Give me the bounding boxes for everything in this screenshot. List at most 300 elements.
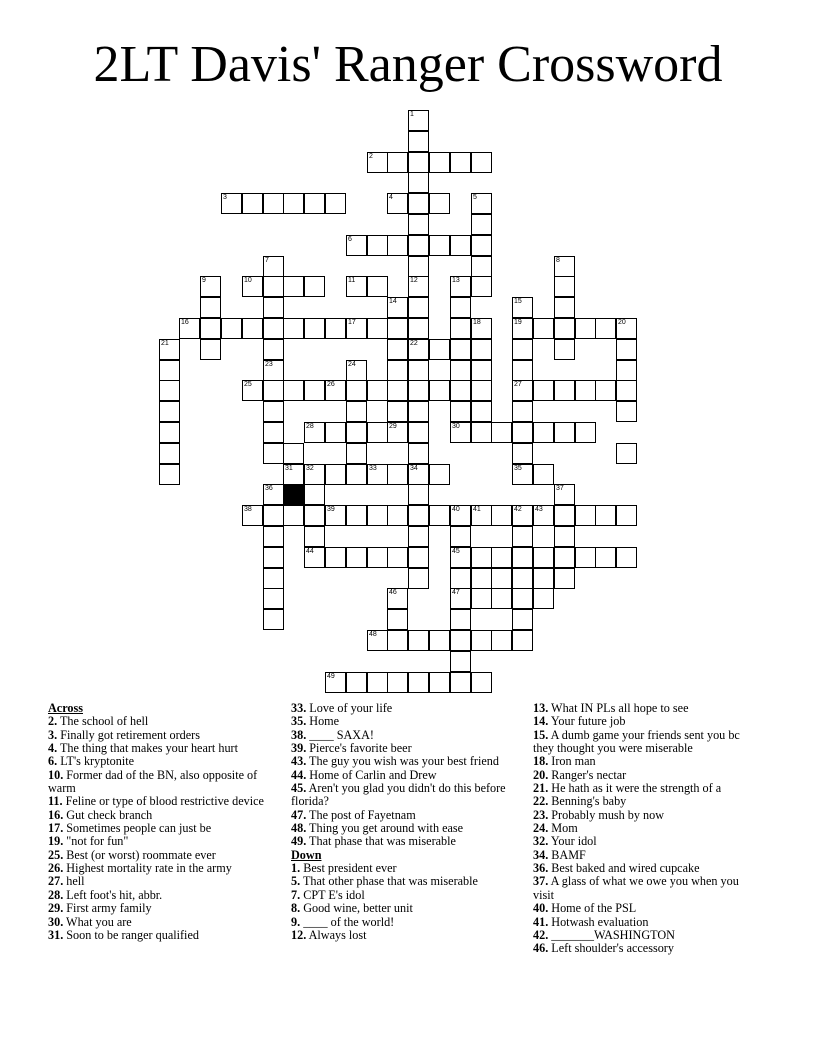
grid-cell[interactable] bbox=[450, 401, 471, 422]
grid-cell[interactable] bbox=[533, 568, 554, 589]
grid-cell[interactable] bbox=[263, 256, 284, 277]
grid-cell[interactable] bbox=[387, 609, 408, 630]
grid-cell[interactable] bbox=[491, 505, 512, 526]
grid-cell[interactable] bbox=[471, 630, 492, 651]
grid-cell[interactable] bbox=[471, 276, 492, 297]
clue-text: CPT E's idol bbox=[300, 887, 365, 902]
grid-cell[interactable] bbox=[471, 422, 492, 443]
grid-cell[interactable] bbox=[367, 380, 388, 401]
grid-cell[interactable] bbox=[512, 526, 533, 547]
grid-cell[interactable] bbox=[159, 401, 180, 422]
grid-cell[interactable] bbox=[512, 609, 533, 630]
clue-number: 25 bbox=[244, 381, 252, 388]
grid-cell[interactable] bbox=[429, 193, 450, 214]
grid-cell[interactable] bbox=[408, 131, 429, 152]
grid-cell[interactable] bbox=[325, 193, 346, 214]
grid-cell[interactable] bbox=[408, 422, 429, 443]
grid-cell[interactable] bbox=[429, 380, 450, 401]
grid-cell[interactable] bbox=[408, 464, 429, 485]
grid-cell[interactable] bbox=[408, 339, 429, 360]
grid-cell[interactable] bbox=[471, 672, 492, 693]
grid-cell[interactable] bbox=[408, 214, 429, 235]
grid-cell[interactable] bbox=[304, 505, 325, 526]
grid-cell[interactable] bbox=[533, 464, 554, 485]
grid-cell[interactable] bbox=[554, 422, 575, 443]
grid-cell[interactable] bbox=[346, 318, 367, 339]
grid-cell[interactable] bbox=[471, 401, 492, 422]
grid-cell[interactable] bbox=[554, 318, 575, 339]
grid-cell[interactable] bbox=[616, 443, 637, 464]
grid-cell[interactable] bbox=[263, 422, 284, 443]
grid-cell[interactable] bbox=[450, 630, 471, 651]
clue-number: 32 bbox=[306, 465, 314, 472]
grid-cell[interactable] bbox=[325, 380, 346, 401]
grid-cell[interactable] bbox=[304, 318, 325, 339]
grid-cell[interactable] bbox=[450, 422, 471, 443]
grid-cell[interactable] bbox=[387, 380, 408, 401]
grid-cell[interactable] bbox=[408, 526, 429, 547]
grid-cell[interactable] bbox=[221, 318, 242, 339]
grid-cell[interactable] bbox=[304, 276, 325, 297]
grid-cell[interactable] bbox=[304, 464, 325, 485]
grid-cell[interactable] bbox=[429, 152, 450, 173]
grid-cell[interactable] bbox=[512, 505, 533, 526]
grid-cell[interactable] bbox=[263, 609, 284, 630]
grid-cell[interactable] bbox=[387, 152, 408, 173]
grid-cell[interactable] bbox=[304, 193, 325, 214]
across-clue bbox=[48, 755, 270, 768]
grid-cell[interactable] bbox=[346, 464, 367, 485]
clue-num: 20. bbox=[533, 767, 549, 782]
grid-cell[interactable] bbox=[221, 193, 242, 214]
grid-cell[interactable] bbox=[471, 256, 492, 277]
grid-cell[interactable] bbox=[471, 214, 492, 235]
grid-cell[interactable] bbox=[242, 380, 263, 401]
clue-num: 30. bbox=[48, 914, 64, 929]
grid-cell[interactable] bbox=[595, 547, 616, 568]
grid-cell[interactable] bbox=[408, 401, 429, 422]
clue-num: 36. bbox=[533, 861, 549, 876]
grid-cell[interactable] bbox=[242, 193, 263, 214]
down-clue bbox=[533, 835, 758, 848]
grid-cell[interactable] bbox=[471, 588, 492, 609]
grid-cell[interactable] bbox=[554, 380, 575, 401]
grid-cell[interactable] bbox=[616, 339, 637, 360]
grid-cell[interactable] bbox=[367, 464, 388, 485]
grid-cell[interactable] bbox=[471, 380, 492, 401]
grid-cell[interactable] bbox=[575, 547, 596, 568]
grid-cell[interactable] bbox=[450, 360, 471, 381]
grid-cell[interactable] bbox=[200, 339, 221, 360]
grid-cell[interactable] bbox=[575, 505, 596, 526]
grid-cell[interactable] bbox=[450, 339, 471, 360]
across-clue bbox=[291, 702, 513, 715]
clue-num: 14. bbox=[533, 714, 549, 729]
grid-cell[interactable] bbox=[263, 526, 284, 547]
grid-cell[interactable] bbox=[387, 547, 408, 568]
grid-cell[interactable] bbox=[408, 568, 429, 589]
grid-cell[interactable] bbox=[263, 297, 284, 318]
grid-cell[interactable] bbox=[429, 505, 450, 526]
grid-cell[interactable] bbox=[283, 276, 304, 297]
grid-cell[interactable] bbox=[408, 672, 429, 693]
grid-cell[interactable] bbox=[387, 360, 408, 381]
grid-cell bbox=[283, 484, 304, 505]
grid-cell[interactable] bbox=[450, 380, 471, 401]
grid-cell[interactable] bbox=[367, 276, 388, 297]
grid-cell[interactable] bbox=[450, 672, 471, 693]
grid-cell[interactable] bbox=[346, 401, 367, 422]
grid-cell[interactable] bbox=[554, 484, 575, 505]
grid-cell[interactable] bbox=[159, 443, 180, 464]
grid-cell[interactable] bbox=[367, 547, 388, 568]
grid-cell[interactable] bbox=[450, 568, 471, 589]
grid-cell[interactable] bbox=[387, 630, 408, 651]
grid-cell[interactable] bbox=[408, 110, 429, 131]
grid-cell[interactable] bbox=[429, 339, 450, 360]
grid-cell[interactable] bbox=[554, 276, 575, 297]
grid-cell[interactable] bbox=[263, 339, 284, 360]
grid-cell[interactable] bbox=[491, 422, 512, 443]
grid-cell[interactable] bbox=[325, 547, 346, 568]
clue-num: 3. bbox=[48, 727, 58, 742]
grid-cell[interactable] bbox=[533, 505, 554, 526]
clue-num: 40. bbox=[533, 901, 549, 916]
grid-cell[interactable] bbox=[408, 360, 429, 381]
clue-num: 32. bbox=[533, 834, 549, 849]
grid-cell[interactable] bbox=[512, 588, 533, 609]
grid-cell[interactable] bbox=[554, 505, 575, 526]
clue-text: Left shoulder's accessory bbox=[548, 941, 674, 956]
grid-cell[interactable] bbox=[242, 318, 263, 339]
grid-cell[interactable] bbox=[512, 380, 533, 401]
clue-number: 8 bbox=[556, 257, 560, 264]
grid-cell[interactable] bbox=[616, 401, 637, 422]
grid-cell[interactable] bbox=[346, 380, 367, 401]
grid-cell[interactable] bbox=[554, 339, 575, 360]
grid-cell[interactable] bbox=[554, 297, 575, 318]
clue-text: The guy you wish was your best friend bbox=[306, 754, 499, 769]
grid-cell[interactable] bbox=[346, 547, 367, 568]
grid-cell[interactable] bbox=[387, 588, 408, 609]
grid-cell[interactable] bbox=[387, 505, 408, 526]
grid-cell[interactable] bbox=[512, 547, 533, 568]
grid-cell[interactable] bbox=[408, 505, 429, 526]
grid-cell[interactable] bbox=[367, 152, 388, 173]
grid-cell[interactable] bbox=[408, 443, 429, 464]
grid-cell[interactable] bbox=[408, 547, 429, 568]
grid-cell[interactable] bbox=[471, 152, 492, 173]
grid-cell[interactable] bbox=[159, 380, 180, 401]
grid-cell[interactable] bbox=[450, 297, 471, 318]
grid-cell[interactable] bbox=[200, 276, 221, 297]
grid-cell[interactable] bbox=[575, 318, 596, 339]
grid-cell[interactable] bbox=[512, 339, 533, 360]
grid-cell[interactable] bbox=[346, 360, 367, 381]
clue-num: 43. bbox=[291, 754, 307, 769]
grid-cell[interactable] bbox=[325, 505, 346, 526]
grid-cell[interactable] bbox=[408, 380, 429, 401]
grid-cell[interactable] bbox=[304, 547, 325, 568]
grid-cell[interactable] bbox=[387, 339, 408, 360]
clue-num: 21. bbox=[533, 781, 549, 796]
clue-text: Ranger's nectar bbox=[548, 767, 627, 782]
clue-text: Your future job bbox=[548, 714, 626, 729]
grid-cell[interactable] bbox=[554, 547, 575, 568]
grid-cell[interactable] bbox=[408, 297, 429, 318]
grid-cell[interactable] bbox=[387, 297, 408, 318]
grid-cell[interactable] bbox=[367, 672, 388, 693]
clue-number: 7 bbox=[265, 257, 269, 264]
grid-cell[interactable] bbox=[554, 526, 575, 547]
grid-cell[interactable] bbox=[367, 422, 388, 443]
grid-cell[interactable] bbox=[367, 235, 388, 256]
clue-num: 23. bbox=[533, 807, 549, 822]
grid-cell[interactable] bbox=[387, 235, 408, 256]
grid-cell[interactable] bbox=[575, 380, 596, 401]
grid-cell[interactable] bbox=[387, 464, 408, 485]
clue-text: BAMF bbox=[548, 847, 586, 862]
down-clue bbox=[533, 902, 758, 915]
grid-cell[interactable] bbox=[408, 172, 429, 193]
grid-cell[interactable] bbox=[346, 505, 367, 526]
grid-cell[interactable] bbox=[387, 318, 408, 339]
grid-cell[interactable] bbox=[429, 672, 450, 693]
grid-cell[interactable] bbox=[346, 235, 367, 256]
across-clue bbox=[48, 795, 270, 808]
grid-cell[interactable] bbox=[263, 318, 284, 339]
grid-cell[interactable] bbox=[263, 380, 284, 401]
clue-num: 49. bbox=[291, 834, 307, 849]
grid-cell[interactable] bbox=[346, 672, 367, 693]
grid-cell[interactable] bbox=[408, 235, 429, 256]
clue-text: That phase that was miserable bbox=[306, 834, 456, 849]
down-clue bbox=[533, 769, 758, 782]
clue-number: 42 bbox=[514, 506, 522, 513]
clue-number: 11 bbox=[348, 277, 356, 284]
clue-text: _______WASHINGTON bbox=[548, 927, 675, 942]
grid-cell[interactable] bbox=[595, 380, 616, 401]
grid-cell[interactable] bbox=[408, 193, 429, 214]
grid-cell[interactable] bbox=[263, 568, 284, 589]
grid-cell[interactable] bbox=[304, 526, 325, 547]
grid-cell[interactable] bbox=[450, 588, 471, 609]
grid-cell[interactable] bbox=[616, 318, 637, 339]
grid-cell[interactable] bbox=[263, 547, 284, 568]
grid-cell[interactable] bbox=[595, 318, 616, 339]
clue-text: A glass of what we owe you when you visit bbox=[533, 874, 739, 902]
down-clue bbox=[533, 729, 758, 756]
grid-cell[interactable] bbox=[471, 568, 492, 589]
grid-cell[interactable] bbox=[512, 318, 533, 339]
grid-cell[interactable] bbox=[283, 193, 304, 214]
clue-number: 1 bbox=[410, 111, 414, 118]
grid-cell[interactable] bbox=[200, 318, 221, 339]
clue-num: 35. bbox=[291, 714, 307, 729]
grid-cell[interactable] bbox=[263, 193, 284, 214]
down-clue bbox=[291, 902, 513, 915]
grid-cell[interactable] bbox=[471, 235, 492, 256]
grid-cell[interactable] bbox=[283, 318, 304, 339]
clue-text: Pierce's favorite beer bbox=[306, 741, 412, 756]
grid-cell[interactable] bbox=[325, 422, 346, 443]
clue-number: 14 bbox=[389, 298, 397, 305]
grid-cell[interactable] bbox=[263, 401, 284, 422]
grid-cell[interactable] bbox=[450, 651, 471, 672]
grid-cell[interactable] bbox=[450, 526, 471, 547]
grid-cell[interactable] bbox=[325, 672, 346, 693]
grid-cell[interactable] bbox=[575, 422, 596, 443]
grid-cell[interactable] bbox=[387, 401, 408, 422]
grid-cell[interactable] bbox=[159, 360, 180, 381]
clue-num: 41. bbox=[533, 914, 549, 929]
grid-cell[interactable] bbox=[159, 422, 180, 443]
grid-cell[interactable] bbox=[367, 630, 388, 651]
grid-cell[interactable] bbox=[325, 464, 346, 485]
clue-text: Iron man bbox=[548, 754, 596, 769]
clue-text: Probably mush by now bbox=[548, 807, 665, 822]
grid-cell[interactable] bbox=[471, 505, 492, 526]
grid-cell[interactable] bbox=[179, 318, 200, 339]
across-clue bbox=[48, 916, 270, 929]
grid-cell[interactable] bbox=[533, 547, 554, 568]
grid-cell[interactable] bbox=[263, 443, 284, 464]
grid-cell[interactable] bbox=[429, 630, 450, 651]
across-clue bbox=[48, 835, 270, 848]
grid-cell[interactable] bbox=[429, 464, 450, 485]
grid-cell[interactable] bbox=[408, 276, 429, 297]
clue-num: 25. bbox=[48, 847, 64, 862]
grid-cell[interactable] bbox=[450, 318, 471, 339]
grid-cell[interactable] bbox=[242, 505, 263, 526]
grid-cell[interactable] bbox=[387, 672, 408, 693]
clue-text: That other phase that was miserable bbox=[300, 874, 478, 889]
clue-text: ____ SAXA! bbox=[306, 727, 374, 742]
grid-cell[interactable] bbox=[325, 318, 346, 339]
grid-cell[interactable] bbox=[512, 443, 533, 464]
grid-cell[interactable] bbox=[512, 422, 533, 443]
grid-cell[interactable] bbox=[304, 380, 325, 401]
grid-cell[interactable] bbox=[263, 588, 284, 609]
clue-number: 49 bbox=[327, 673, 335, 680]
grid-cell[interactable] bbox=[491, 588, 512, 609]
clue-num: 13. bbox=[533, 701, 549, 715]
grid-cell[interactable] bbox=[471, 360, 492, 381]
grid-cell[interactable] bbox=[471, 318, 492, 339]
grid-cell[interactable] bbox=[512, 464, 533, 485]
grid-cell[interactable] bbox=[387, 422, 408, 443]
grid-cell[interactable] bbox=[242, 276, 263, 297]
grid-cell[interactable] bbox=[283, 380, 304, 401]
clue-text: Home of the PSL bbox=[548, 901, 637, 916]
grid-cell[interactable] bbox=[471, 193, 492, 214]
grid-cell[interactable] bbox=[346, 276, 367, 297]
down-clue bbox=[533, 942, 758, 955]
clue-text: Left foot's hit, abbr. bbox=[63, 887, 163, 902]
grid-cell[interactable] bbox=[512, 630, 533, 651]
grid-cell[interactable] bbox=[367, 505, 388, 526]
grid-cell[interactable] bbox=[450, 547, 471, 568]
clue-text: Home of Carlin and Drew bbox=[306, 767, 437, 782]
grid-cell[interactable] bbox=[346, 422, 367, 443]
grid-cell[interactable] bbox=[408, 318, 429, 339]
clues-column-1 bbox=[48, 702, 270, 942]
grid-cell[interactable] bbox=[471, 339, 492, 360]
grid-cell[interactable] bbox=[512, 568, 533, 589]
grid-cell[interactable] bbox=[616, 505, 637, 526]
grid-cell[interactable] bbox=[450, 152, 471, 173]
grid-cell[interactable] bbox=[533, 422, 554, 443]
grid-cell[interactable] bbox=[408, 152, 429, 173]
grid-cell[interactable] bbox=[159, 464, 180, 485]
grid-cell[interactable] bbox=[450, 609, 471, 630]
grid-cell[interactable] bbox=[263, 276, 284, 297]
grid-cell[interactable] bbox=[450, 505, 471, 526]
grid-cell[interactable] bbox=[304, 484, 325, 505]
grid-cell[interactable] bbox=[450, 276, 471, 297]
grid-cell[interactable] bbox=[346, 443, 367, 464]
clue-text: Feline or type of blood restrictive device bbox=[62, 794, 264, 809]
grid-cell[interactable] bbox=[200, 297, 221, 318]
grid-cell[interactable] bbox=[491, 547, 512, 568]
grid-cell[interactable] bbox=[491, 630, 512, 651]
grid-cell[interactable] bbox=[450, 235, 471, 256]
grid-cell[interactable] bbox=[533, 588, 554, 609]
clue-num: 12. bbox=[291, 927, 307, 942]
grid-cell[interactable] bbox=[491, 568, 512, 589]
grid-cell[interactable] bbox=[554, 256, 575, 277]
across-clue bbox=[291, 835, 513, 848]
grid-cell[interactable] bbox=[408, 484, 429, 505]
grid-cell[interactable] bbox=[367, 318, 388, 339]
clue-number: 5 bbox=[473, 194, 477, 201]
clue-text: Sometimes people can just be bbox=[63, 821, 212, 836]
grid-cell[interactable] bbox=[283, 464, 304, 485]
across-clue bbox=[48, 742, 270, 755]
grid-cell[interactable] bbox=[408, 256, 429, 277]
clue-num: 42. bbox=[533, 927, 549, 942]
clue-text: Thing you get around with ease bbox=[306, 821, 464, 836]
grid-cell[interactable] bbox=[283, 443, 304, 464]
clue-number: 19 bbox=[514, 319, 522, 326]
clue-number: 40 bbox=[452, 506, 460, 513]
grid-cell[interactable] bbox=[263, 484, 284, 505]
clue-number: 38 bbox=[244, 506, 252, 513]
grid-cell[interactable] bbox=[429, 235, 450, 256]
grid-cell[interactable] bbox=[512, 360, 533, 381]
grid-cell[interactable] bbox=[512, 297, 533, 318]
clue-text: Your idol bbox=[548, 834, 597, 849]
grid-cell[interactable] bbox=[554, 568, 575, 589]
grid-cell[interactable] bbox=[616, 547, 637, 568]
clue-number: 46 bbox=[389, 589, 397, 596]
grid-cell[interactable] bbox=[512, 401, 533, 422]
clue-num: 48. bbox=[291, 821, 307, 836]
grid-cell[interactable] bbox=[533, 380, 554, 401]
grid-cell[interactable] bbox=[387, 193, 408, 214]
grid-cell[interactable] bbox=[471, 547, 492, 568]
grid-cell[interactable] bbox=[616, 380, 637, 401]
grid-cell[interactable] bbox=[263, 505, 284, 526]
grid-cell[interactable] bbox=[283, 505, 304, 526]
grid-cell[interactable] bbox=[595, 505, 616, 526]
grid-cell[interactable] bbox=[616, 360, 637, 381]
grid-cell[interactable] bbox=[263, 360, 284, 381]
grid-cell[interactable] bbox=[304, 422, 325, 443]
grid-cell[interactable] bbox=[408, 630, 429, 651]
grid-cell[interactable] bbox=[159, 339, 180, 360]
grid-cell[interactable] bbox=[533, 318, 554, 339]
